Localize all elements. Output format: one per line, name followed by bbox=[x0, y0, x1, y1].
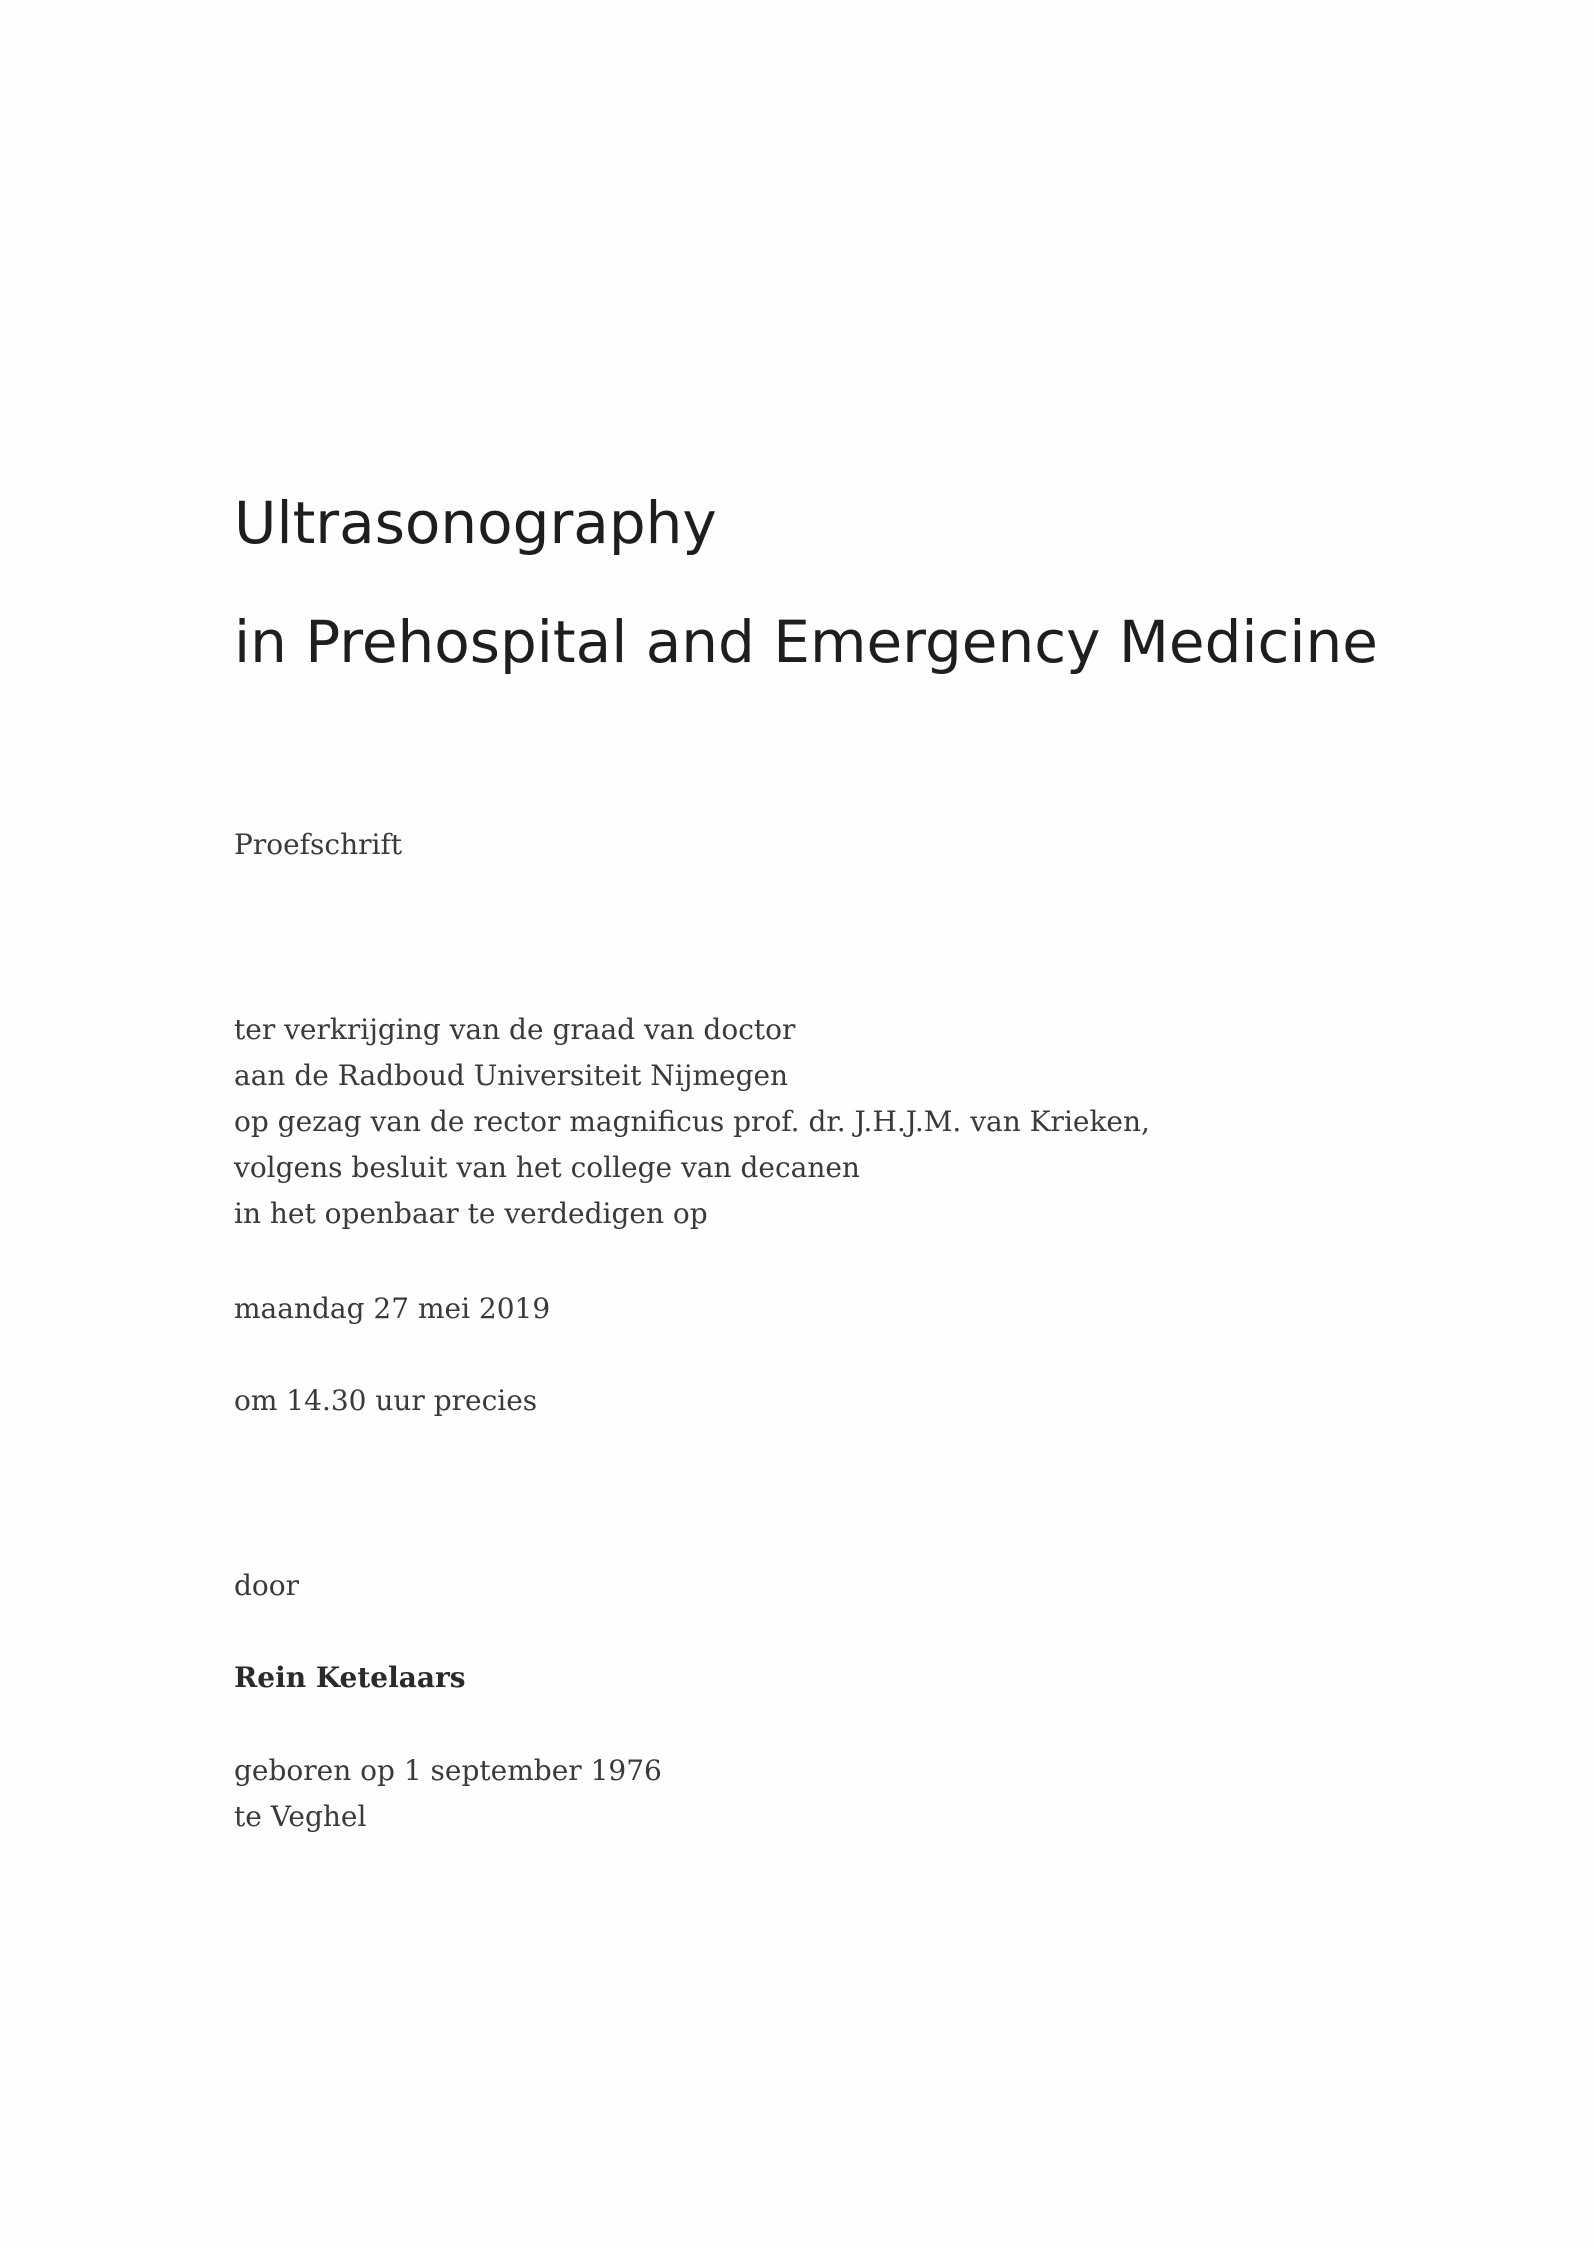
document-type: Proefschrift bbox=[234, 828, 403, 861]
by-label: door bbox=[234, 1569, 300, 1602]
degree-statement-line: in het openbaar te verdedigen op bbox=[234, 1197, 708, 1230]
birth-date: geboren op 1 september 1976 bbox=[234, 1754, 662, 1787]
defense-date: maandag 27 mei 2019 bbox=[234, 1292, 551, 1325]
thesis-title-line-2: in Prehospital and Emergency Medicine bbox=[234, 608, 1378, 676]
degree-statement-line: aan de Radboud Universiteit Nijmegen bbox=[234, 1059, 789, 1092]
birth-info bbox=[234, 1748, 662, 1840]
degree-statement-line: ter verkrijging van de graad van doctor bbox=[234, 1013, 796, 1046]
defense-time: om 14.30 uur precies bbox=[234, 1384, 538, 1417]
degree-statement-line: op gezag van de rector magnificus prof. dr. J.H.J.M. van Krieken, bbox=[234, 1105, 1150, 1138]
thesis-title-line-1: Ultrasonography bbox=[234, 489, 717, 557]
degree-statement bbox=[234, 1007, 1150, 1237]
degree-statement-line: volgens besluit van het college van decanen bbox=[234, 1151, 860, 1184]
author-name: Rein Ketelaars bbox=[234, 1661, 466, 1694]
birth-place: te Veghel bbox=[234, 1800, 367, 1833]
